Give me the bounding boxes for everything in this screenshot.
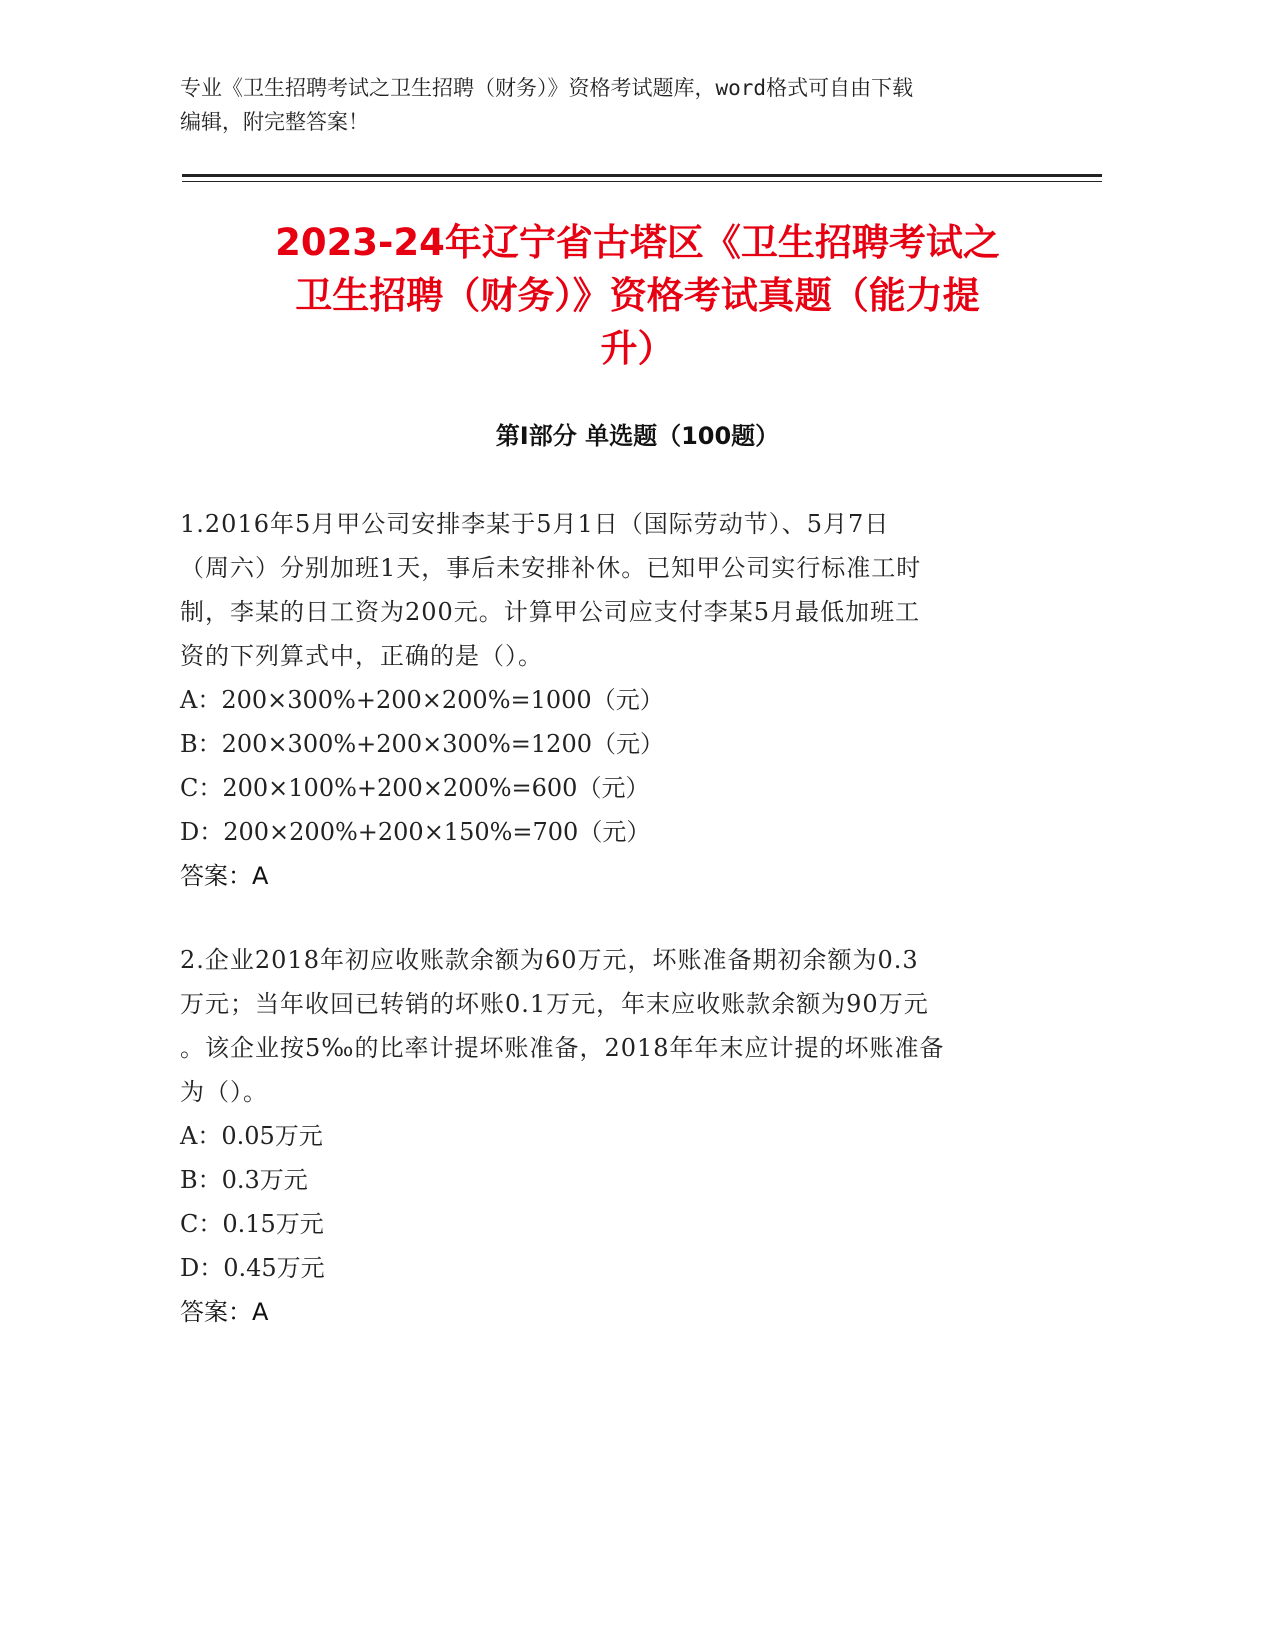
stem-line: 2.企业2018年初应收账款余额为60万元，坏账准备期初余额为0.3 <box>180 946 919 974</box>
stem-line: （周六）分别加班1天，事后未安排补休。已知甲公司实行标准工时 <box>180 554 922 582</box>
stem-line: 为（）。 <box>180 1078 268 1106</box>
header-divider-thick <box>182 174 1102 177</box>
question-stem <box>180 938 1050 1114</box>
answer: 答案：A <box>180 1298 269 1326</box>
option-c: C：0.15万元 <box>180 1210 324 1238</box>
title-line: 2023-24年辽宁省古塔区《卫生招聘考试之 <box>275 221 1000 264</box>
question-2 <box>180 938 1050 1334</box>
stem-line: 资的下列算式中，正确的是（）。 <box>180 642 543 670</box>
section-heading: 第Ⅰ部分 单选题（100题） <box>495 422 780 450</box>
stem-line: 。该企业按5‰的比率计提坏账准备，2018年年末应计提的坏账准备 <box>180 1034 945 1062</box>
option-a: A：0.05万元 <box>180 1122 323 1150</box>
intro-line: 专业《卫生招聘考试之卫生招聘（财务）》资格考试题库，word格式可自由下载 <box>180 76 914 100</box>
option-b: B：0.3万元 <box>180 1166 308 1194</box>
document-title <box>150 216 1125 375</box>
stem-line: 1.2016年5月甲公司安排李某于5月1日（国际劳动节）、5月7日 <box>180 510 890 538</box>
stem-line: 万元；当年收回已转销的坏账0.1万元，年末应收账款余额为90万元 <box>180 990 929 1018</box>
title-line: 卫生招聘（财务）》资格考试真题（能力提 <box>295 274 980 317</box>
option-d: D：200×200%+200×150%=700（元） <box>180 818 651 846</box>
option-a: A：200×300%+200×200%=1000（元） <box>180 686 664 714</box>
intro-line: 编辑，附完整答案！ <box>180 110 369 134</box>
option-c: C：200×100%+200×200%=600（元） <box>180 774 650 802</box>
header-divider-thin <box>182 181 1102 182</box>
option-b: B：200×300%+200×300%=1200（元） <box>180 730 664 758</box>
question-stem <box>180 502 1050 678</box>
question-1 <box>180 502 1050 898</box>
intro-text <box>180 71 1060 139</box>
title-line: 升） <box>600 327 675 370</box>
answer: 答案：A <box>180 862 269 890</box>
option-d: D：0.45万元 <box>180 1254 325 1282</box>
stem-line: 制，李某的日工资为200元。计算甲公司应支付李某5月最低加班工 <box>180 598 921 626</box>
